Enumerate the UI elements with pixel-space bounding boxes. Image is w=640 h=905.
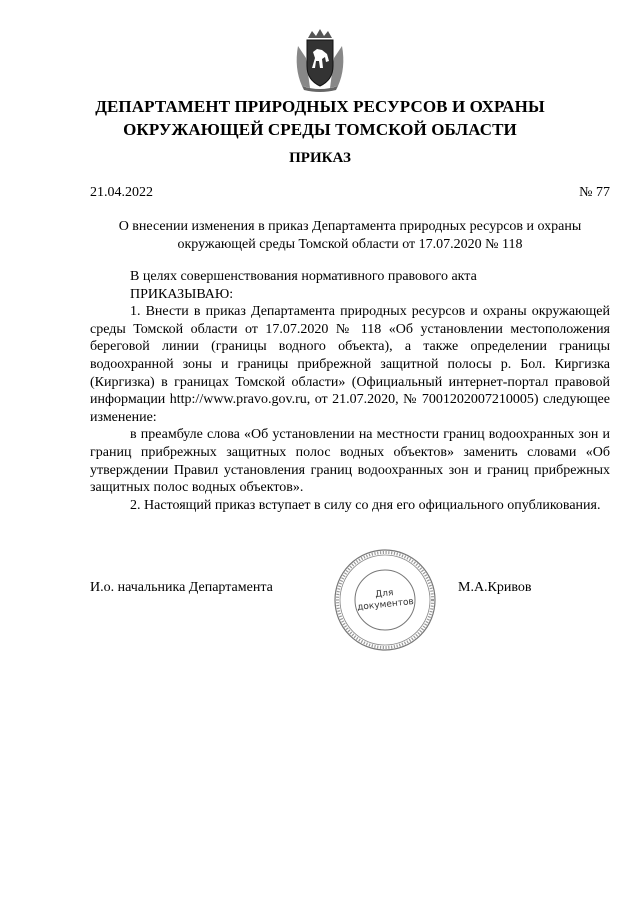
signatory-name: М.А.Кривов: [458, 580, 532, 595]
department-title: [40, 95, 600, 141]
document-date: 21.04.2022: [90, 185, 153, 200]
signatory-position: И.о. начальника Департамента: [90, 580, 273, 595]
department-title-line1: ДЕПАРТАМЕНТ ПРИРОДНЫХ РЕСУРСОВ И ОХРАНЫ: [95, 97, 545, 116]
stamp-text: [328, 543, 442, 657]
coat-of-arms-icon: [292, 28, 348, 92]
subject-line1: О внесении изменения в приказ Департамента природных ресурсов и охраны: [118, 219, 582, 234]
stamp-line1: Для: [374, 588, 394, 600]
body-intro: В целях совершенствования нормативного правового акта: [130, 269, 477, 284]
document-type: ПРИКАЗ: [289, 150, 351, 166]
stamp-line2: документов: [356, 597, 415, 613]
body-order-word: ПРИКАЗЫВАЮ:: [130, 286, 234, 302]
document-subject: [90, 218, 610, 254]
body-item-1: 1. Внести в приказ Департамента природных ресурсов и охраны окружающей среды Томской области от 17.07.2020 № 118 «Об установлении местоположения береговой линии (границы водного объекта), а также определении границы водоохранной зоны и границы прибрежной защитной полосы р. Бол. Киргизка (Киргизка) в границах Томской области» (Официальный интернет-портал правовой информации http://www.pravo.gov.ru, от 21.07.2020, № 7001202007210005) следующее изменение:: [90, 304, 610, 425]
body-item-1-detail: в преамбуле слова «Об установлении на местности границ водоохранных зон и границ прибрежных защитных полос водных объектов» заменить словами «Об утверждении Правил установления границ водоохранных зон и границ прибрежных защитных полос водных объектов».: [90, 427, 610, 496]
body-item-2: 2. Настоящий приказ вступает в силу со дня его официального опубликования.: [130, 497, 601, 513]
document-number: № 77: [579, 185, 610, 200]
document-body: [90, 268, 610, 514]
official-stamp: [333, 548, 437, 652]
department-title-line2: ОКРУЖАЮЩЕЙ СРЕДЫ ТОМСКОЙ ОБЛАСТИ: [123, 120, 517, 139]
subject-line2: окружающей среды Томской области от 17.07.2020 № 118: [177, 237, 523, 252]
